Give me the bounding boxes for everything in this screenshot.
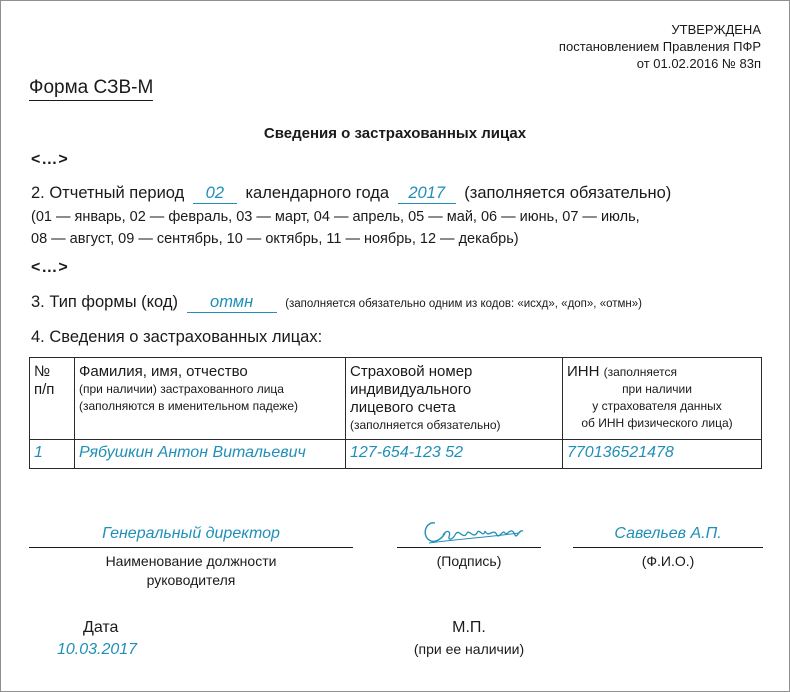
- insured-persons-table: [29, 357, 762, 469]
- header-snils-sub: (заполняется обязательно): [350, 418, 501, 432]
- stamp-note: (при ее наличии): [413, 641, 525, 657]
- months-legend-line-2: 08 — август, 09 — сентябрь, 10 — октябрь, 11 — ноябрь, 12 — декабрь): [31, 231, 519, 247]
- approval-line-2: постановлением Правления ПФР: [558, 39, 761, 54]
- signature-label: (Подпись): [436, 553, 502, 569]
- header-snils: [346, 358, 563, 440]
- table-header-row: [30, 358, 762, 440]
- position-line: [29, 547, 353, 548]
- name-line: [573, 547, 763, 548]
- table-row: [30, 440, 762, 469]
- header-inn-main: ИНН: [567, 363, 600, 380]
- position-label-line-2: руководителя: [146, 572, 236, 588]
- signature-line: [397, 547, 541, 548]
- omission-mark-2: <…>: [31, 259, 69, 276]
- period-label: 2. Отчетный период: [31, 184, 185, 202]
- document-title: Сведения о застрахованных лицах: [263, 125, 527, 142]
- approval-line-3: от 01.02.2016 № 83п: [636, 56, 761, 71]
- header-inn-sub-1: (заполняется: [603, 365, 677, 379]
- header-fio-sub-2: (заполняются в именительном падеже): [79, 399, 298, 413]
- header-fio-main: Фамилия, имя, отчество: [79, 363, 248, 380]
- header-inn-sub-4: об ИНН физического лица): [581, 416, 733, 430]
- date-label: Дата: [83, 619, 119, 636]
- position-label-line-1: Наименование должности: [105, 553, 277, 569]
- approval-line-1: УТВЕРЖДЕНА: [671, 22, 761, 37]
- omission-mark-1: <…>: [31, 151, 69, 168]
- signature-handwriting: [419, 515, 529, 549]
- header-snils-line-1: Страховой номер: [350, 363, 473, 380]
- header-snils-line-3: лицевого счета: [350, 399, 456, 416]
- period-required-note: (заполняется обязательно): [464, 184, 672, 202]
- header-inn: [563, 358, 762, 440]
- date-value[interactable]: 10.03.2017: [57, 641, 138, 658]
- form-type-value[interactable]: отмн: [187, 293, 277, 313]
- stamp-label: М.П.: [452, 619, 486, 636]
- header-inn-sub-2: при наличии: [622, 382, 692, 396]
- position-value[interactable]: Генеральный директор: [102, 525, 280, 542]
- cell-snils[interactable]: 127-654-123 52: [346, 440, 563, 469]
- cell-fio[interactable]: Рябушкин Антон Витальевич: [75, 440, 346, 469]
- form-type-note: (заполняется обязательно одним из кодов: «исхд», «доп», «отмн»): [285, 298, 642, 310]
- reporting-period-row: [31, 184, 671, 204]
- cell-number[interactable]: 1: [30, 440, 75, 469]
- header-fio: [75, 358, 346, 440]
- period-year-label: календарного года: [245, 184, 390, 202]
- form-type-row: [31, 293, 642, 313]
- header-number-line-2: п/п: [34, 381, 55, 398]
- section-4-title: 4. Сведения о застрахованных лицах:: [31, 328, 323, 346]
- period-month-value[interactable]: 02: [193, 184, 237, 204]
- form-type-label: 3. Тип формы (код): [31, 293, 178, 311]
- header-number-line-1: №: [34, 363, 51, 380]
- period-year-value[interactable]: 2017: [398, 184, 456, 204]
- form-name: Форма СЗВ-М: [29, 77, 154, 98]
- header-inn-sub-3: у страхователя данных: [592, 399, 722, 413]
- name-label: (Ф.И.О.): [641, 553, 695, 569]
- header-snils-line-2: индивидуального: [350, 381, 472, 398]
- cell-inn[interactable]: 770136521478: [563, 440, 762, 469]
- header-fio-sub-1: (при наличии) застрахованного лица: [79, 382, 284, 396]
- months-legend-line-1: (01 — январь, 02 — февраль, 03 — март, 04 — апрель, 05 — май, 06 — июнь, 07 — июль,: [31, 209, 640, 225]
- header-number: [30, 358, 75, 440]
- name-value[interactable]: Савельев А.П.: [614, 525, 722, 542]
